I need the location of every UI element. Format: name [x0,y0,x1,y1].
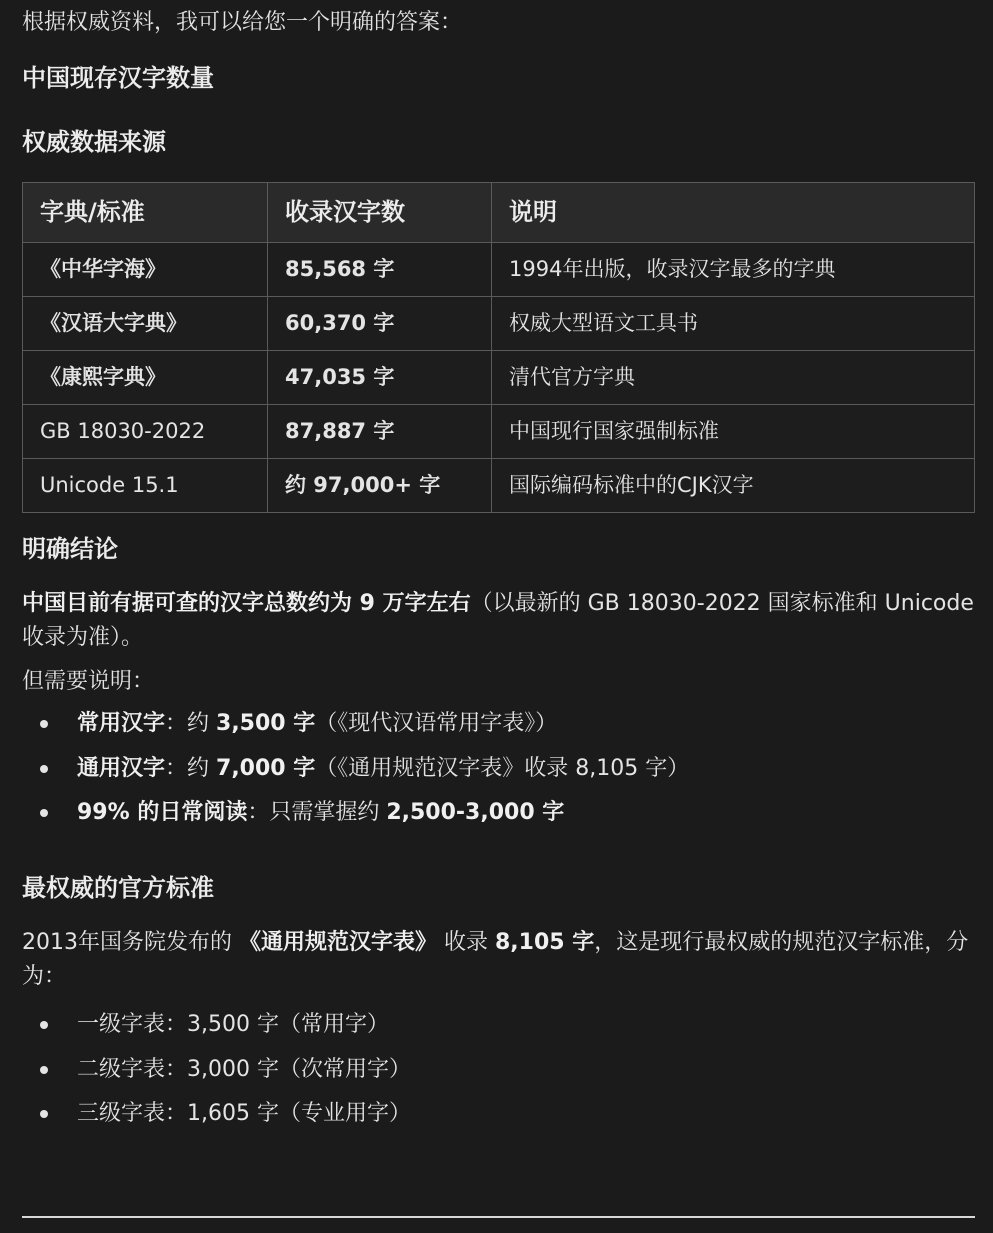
standard-text: 2013年国务院发布的 [22,930,239,955]
table-cell-count: 60,370 字 [268,297,492,351]
conclusion-bold: 中国目前有据可查的汉字总数约为 9 万字左右 [22,591,471,616]
note-intro: 但需要说明： [22,669,155,694]
bullet-icon [40,765,48,773]
heading-official-standard: 最权威的官方标准 [22,874,214,902]
table-cell-name: GB 18030-2022 [23,405,268,459]
item-text: 一级字表：3,500 字（常用字） [77,1012,389,1037]
level-list [22,1003,411,1137]
table-header-note: 说明 [492,183,975,243]
table-header-count: 收录汉字数 [268,183,492,243]
item-text: （《通用规范汉字表》收录 8,105 字） [315,755,690,781]
item-label: 通用汉字 [77,755,166,781]
intro-text: 根据权威资料，我可以给您一个明确的答案： [22,10,463,35]
item-text: 二级字表：3,000 字（次常用字） [77,1056,411,1082]
bullet-icon [40,1110,48,1118]
item-text: 三级字表：1,605 字（专业用字） [77,1101,411,1126]
item-text: ：只需掌握约 [247,800,387,825]
source-table [22,182,975,513]
list-item [22,1003,411,1048]
table-row [23,351,975,405]
list-item [22,791,689,836]
item-text: （《现代汉语常用字表》） [315,711,558,736]
item-text: ：约 [165,755,217,781]
item-value: 7,000 字 [216,755,316,781]
table-header-dictionary: 字典/标准 [23,183,268,243]
table-cell-count: 87,887 字 [268,405,492,459]
standard-text: ，这是现行最权威的规范汉字标准，分为： [22,930,969,990]
bullet-icon [40,809,48,817]
table-cell-note: 清代官方字典 [492,351,975,405]
item-label: 99% 的日常阅读 [77,800,248,825]
table-cell-note: 1994年出版，收录汉字最多的字典 [492,243,975,297]
table-row [23,243,975,297]
table-row [23,297,975,351]
list-item [22,1048,411,1093]
need-list [22,702,689,836]
table-cell-name: 《康熙字典》 [23,351,268,405]
item-label: 常用汉字 [77,711,166,736]
list-item [22,747,689,792]
standard-paragraph [22,926,977,994]
bullet-icon [40,1066,48,1074]
horizontal-rule [22,1216,975,1218]
standard-title: 《通用规范汉字表》 [238,930,437,955]
table-cell-count: 85,568 字 [268,243,492,297]
conclusion-paragraph [22,587,977,655]
item-value: 2,500-3,000 字 [386,800,565,825]
table-row [23,459,975,513]
heading-hanzi-count: 中国现存汉字数量 [22,64,214,92]
table-cell-name: Unicode 15.1 [23,459,268,513]
standard-text: 收录 [437,930,495,955]
bullet-icon [40,720,48,728]
table-cell-note: 国际编码标准中的CJK汉字 [492,459,975,513]
bullet-icon [40,1021,48,1029]
list-item [22,1092,411,1137]
table-cell-count: 约 97,000+ 字 [268,459,492,513]
table-cell-count: 47,035 字 [268,351,492,405]
table-cell-name: 《汉语大字典》 [23,297,268,351]
table-row [23,405,975,459]
table-header-row [23,183,975,243]
heading-data-source: 权威数据来源 [22,128,166,156]
table-cell-note: 权威大型语文工具书 [492,297,975,351]
table-cell-name: 《中华字海》 [23,243,268,297]
standard-count: 8,105 字 [495,930,595,955]
table-cell-note: 中国现行国家强制标准 [492,405,975,459]
item-text: ：约 [165,711,217,736]
conclusion-rest: （以最新的 GB 18030-2022 国家标准和 Unicode 收录为准）。 [22,591,974,651]
heading-conclusion: 明确结论 [22,535,118,563]
list-item [22,702,689,747]
item-value: 3,500 字 [216,711,316,736]
